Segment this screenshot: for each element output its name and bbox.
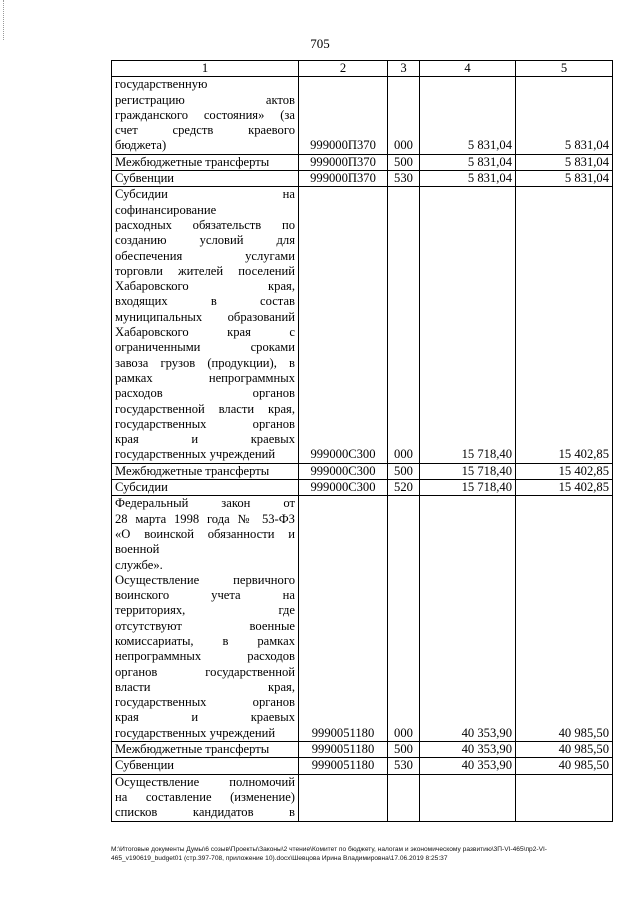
- description-line: комиссариаты, в рамках: [115, 633, 295, 648]
- header-cell-3: 3: [388, 61, 420, 77]
- row-expense-type: [388, 774, 420, 821]
- row-amount-2: 15 402,85: [516, 463, 613, 479]
- row-amount-2: 5 831,04: [516, 77, 613, 154]
- description-line: Межбюджетные трансферты: [115, 463, 270, 478]
- description-line: счет средств краевого: [115, 123, 295, 138]
- description-line: военной: [115, 542, 160, 557]
- description-line: Субвенции: [115, 758, 175, 773]
- table-row: [112, 774, 613, 821]
- row-code: 999000П370: [299, 77, 388, 154]
- table-row: [112, 77, 613, 154]
- description-line: власти края,: [115, 679, 295, 694]
- row-expense-type: 500: [388, 463, 420, 479]
- description-line: края и краевых: [115, 432, 295, 447]
- row-amount-2: 15 402,85: [516, 480, 613, 496]
- row-description: [112, 742, 299, 758]
- file-path-footer: M:\Итоговые документы Думы\6 созыв\Проекты\Законы\2 чтение\Комитет по бюджету, налогам и экономическому развитию\3П-VI-465\пр2-VI-465_v190619_budget01 (стр.397-708, приложение 10).docx\Шевцова Ирина Владимировна\17.06.2019 8:25:37: [111, 846, 547, 862]
- row-expense-type: 000: [388, 496, 420, 742]
- table-row: [112, 480, 613, 496]
- header-cell-4: 4: [420, 61, 516, 77]
- table-row: [112, 758, 613, 774]
- row-description: [112, 496, 299, 742]
- row-code: 999000С300: [299, 463, 388, 479]
- row-code: 999000П370: [299, 154, 388, 170]
- row-amount-1: 40 353,90: [420, 758, 516, 774]
- table-row: [112, 154, 613, 170]
- row-amount-1: 40 353,90: [420, 496, 516, 742]
- row-description: [112, 171, 299, 187]
- row-code: [299, 774, 388, 821]
- description-line: рамках непрограммных: [115, 370, 295, 385]
- row-code: 999000П370: [299, 171, 388, 187]
- header-cell-1: 1: [112, 61, 299, 77]
- row-amount-1: 15 718,40: [420, 480, 516, 496]
- description-line: муниципальных образований: [115, 309, 295, 324]
- description-line: Хабаровского края,: [115, 279, 295, 294]
- description-line: бюджета): [115, 138, 167, 153]
- row-description: [112, 774, 299, 821]
- row-amount-1: 5 831,04: [420, 77, 516, 154]
- description-line: завоза грузов (продукции), в: [115, 355, 295, 370]
- description-line: непрограммных расходов: [115, 649, 295, 664]
- row-amount-2: 40 985,50: [516, 496, 613, 742]
- description-line: государственную: [115, 77, 208, 92]
- row-amount-2: 5 831,04: [516, 154, 613, 170]
- row-expense-type: 530: [388, 758, 420, 774]
- description-line: Осуществление полномочий: [115, 774, 295, 789]
- table-row: [112, 187, 613, 463]
- row-description: [112, 77, 299, 154]
- description-line: ограниченными сроками: [115, 340, 295, 355]
- row-expense-type: 520: [388, 480, 420, 496]
- description-line: государственной власти края,: [115, 401, 295, 416]
- row-amount-1: 5 831,04: [420, 171, 516, 187]
- description-line: 28 марта 1998 года № 53-ФЗ: [115, 511, 295, 526]
- row-code: 999000С300: [299, 480, 388, 496]
- row-amount-2: 5 831,04: [516, 171, 613, 187]
- row-amount-2: [516, 774, 613, 821]
- description-line: органов государственной: [115, 664, 295, 679]
- description-line: государственных органов: [115, 695, 295, 710]
- description-line: территориях, где: [115, 603, 295, 618]
- description-line: Осуществление первичного: [115, 572, 295, 587]
- description-line: воинского учета на: [115, 588, 295, 603]
- row-description: [112, 758, 299, 774]
- description-line: регистрацию актов: [115, 92, 295, 107]
- description-line: Субвенции: [115, 171, 175, 186]
- row-amount-2: 40 985,50: [516, 742, 613, 758]
- description-line: расходов органов: [115, 386, 295, 401]
- row-description: [112, 187, 299, 463]
- budget-table: [111, 60, 613, 822]
- row-amount-1: [420, 774, 516, 821]
- description-line: «О воинской обязанности и: [115, 526, 295, 541]
- description-line: расходных обязательств по: [115, 217, 295, 232]
- header-cell-5: 5: [516, 61, 613, 77]
- row-amount-2: 40 985,50: [516, 758, 613, 774]
- row-description: [112, 154, 299, 170]
- binding-marks: [0, 0, 4, 40]
- description-line: входящих в состав: [115, 294, 295, 309]
- description-line: гражданского состояния» (за: [115, 107, 295, 122]
- description-line: обеспечения услугами: [115, 248, 295, 263]
- table-row: [112, 496, 613, 742]
- row-code: 9990051180: [299, 496, 388, 742]
- description-line: государственных органов: [115, 416, 295, 431]
- description-line: Субсидии на: [115, 187, 295, 202]
- description-line: Межбюджетные трансферты: [115, 742, 270, 757]
- description-line: службе».: [115, 557, 163, 572]
- description-line: Межбюджетные трансферты: [115, 154, 270, 169]
- description-line: Федеральный закон от: [115, 496, 295, 511]
- table-row: [112, 171, 613, 187]
- description-line: Хабаровского края с: [115, 325, 295, 340]
- description-line: списков кандидатов в: [115, 805, 295, 820]
- row-expense-type: 500: [388, 154, 420, 170]
- row-description: [112, 480, 299, 496]
- table-row: [112, 742, 613, 758]
- row-expense-type: 530: [388, 171, 420, 187]
- description-line: торговли жителей поселений: [115, 263, 295, 278]
- description-line: на составление (изменение): [115, 789, 295, 804]
- page-number: 705: [310, 36, 330, 51]
- row-expense-type: 000: [388, 187, 420, 463]
- description-line: государственных учреждений: [115, 447, 276, 462]
- description-line: софинансирование: [115, 202, 217, 217]
- row-amount-1: 15 718,40: [420, 187, 516, 463]
- description-line: созданию условий для: [115, 233, 295, 248]
- table-header-row: [112, 61, 613, 77]
- row-amount-1: 40 353,90: [420, 742, 516, 758]
- row-code: 9990051180: [299, 742, 388, 758]
- row-description: [112, 463, 299, 479]
- row-code: 9990051180: [299, 758, 388, 774]
- row-amount-1: 5 831,04: [420, 154, 516, 170]
- description-line: Субсидии: [115, 480, 168, 495]
- table-row: [112, 463, 613, 479]
- row-code: 999000С300: [299, 187, 388, 463]
- row-amount-1: 15 718,40: [420, 463, 516, 479]
- description-line: отсутствуют военные: [115, 618, 295, 633]
- description-line: края и краевых: [115, 710, 295, 725]
- row-expense-type: 000: [388, 77, 420, 154]
- row-expense-type: 500: [388, 742, 420, 758]
- row-amount-2: 15 402,85: [516, 187, 613, 463]
- description-line: государственных учреждений: [115, 725, 276, 740]
- header-cell-2: 2: [299, 61, 388, 77]
